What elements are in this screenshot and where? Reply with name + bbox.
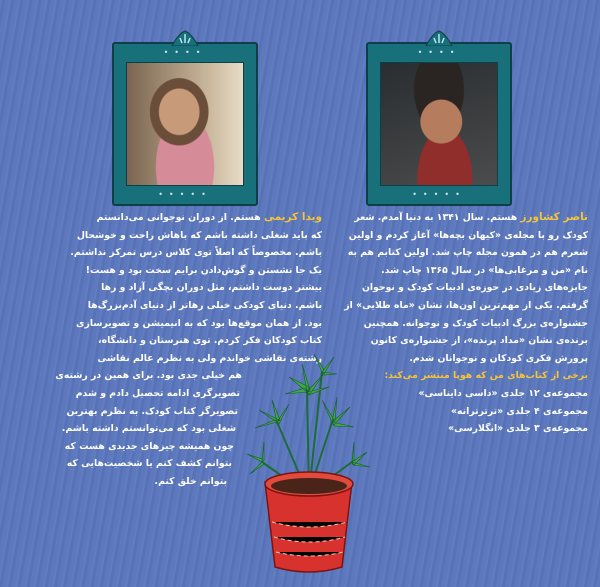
illustrator-photo <box>126 62 244 186</box>
bio-line: چون همیشه چیزهای جدیدی هست که <box>64 440 234 452</box>
author-photo <box>380 62 498 186</box>
bio-line: هم خیلی جدی بود. برای همین در رشته‌ی <box>55 370 242 382</box>
books-heading: برخی از کتاب‌های من که هوپا منتشر می‌کند: <box>384 370 588 382</box>
bio-line: باشم. دنیای کودکی خیلی رهاتر از دنیای آدم‌بزرگ‌ها <box>87 299 322 311</box>
bio-line: شعرم هم در همون مجله چاپ شد. اولین کتابم هم به <box>347 247 588 259</box>
bio-line: بیشتر دوست داشتم، مثل دوران بچگی آزاد و رها <box>101 282 322 294</box>
bio-line: تصویرگر کتاب کودک. به نظرم بهترین <box>66 405 238 417</box>
bio-line: رشته‌ی نقاشی خواندم ولی به نظرم عالم نقاشی <box>97 352 322 364</box>
frame-ornament-icon <box>424 30 454 46</box>
bio-line: که باید شغلی داشته باشم که باهاش راحت و خوشحال <box>76 229 322 241</box>
book-item: مجموعه‌ی ۳ جلدی «انگلارسی» <box>448 423 588 435</box>
potted-plant-illustration <box>247 352 377 577</box>
book-item: مجموعه‌ی ۱۲ جلدی «داسی دایناسی» <box>418 387 588 399</box>
bio-line: شغلی بود که می‌توانستم داشته باشم. <box>61 423 236 435</box>
illustrator-photo-frame <box>112 42 258 206</box>
frame-dots: •••• <box>417 48 461 57</box>
frame-ornament-icon <box>170 30 200 46</box>
bio-line: کودک رو با مجله‌ی «کیهان بچه‌ها» آغاز کردم و اولین <box>348 229 588 241</box>
bio-line: بود. از همان موقع‌ها بود که به انیمیشن و تصویرسازی <box>76 317 322 329</box>
bio-line: بتوانم کشف کنم یا شخصیت‌هایی که <box>66 458 232 470</box>
frame-dots: ••••• <box>158 190 212 199</box>
bio-line: گرفتم. یکی از مهم‌ترین اون‌ها، نشان «ماه طلایی» از <box>344 299 588 311</box>
bio-line: نام «من و مرغابی‌ها» در سال ۱۳۶۵ چاپ شد. <box>381 264 588 276</box>
bio-line: جایزه‌های زیادی در حوزه‌ی ادبیات کودک و نوجوان <box>361 282 588 294</box>
bio-line: یک جا نشستن و گوش‌دادن برایم سخت بود و هست! <box>85 264 322 276</box>
author-photo-frame <box>366 42 512 206</box>
bio-line: برنده‌ی نشان «مداد پرنده»، از جشنواره‌ی کانون <box>370 335 588 347</box>
frame-dots: •••• <box>163 48 207 57</box>
bio-line: باشم. مخصوصاً که اصلاً توی کلاس درس تمرکز نداشتم. <box>70 247 322 259</box>
book-item: مجموعه‌ی ۴ جلدی «ترترترانه» <box>451 405 588 417</box>
bio-line: کتاب کودکان فکر کردم. توی هنرستان و دانشگاه، <box>98 335 322 347</box>
author-name: ناصر کشاورز <box>520 211 588 223</box>
frame-dots: ••••• <box>412 190 466 199</box>
bio-line: پرورش فکری کودکان و نوجوانان شدم. <box>409 352 588 364</box>
bio-line: هستم. از دوران نوجوانی می‌دانستم <box>96 212 264 223</box>
bio-line: تصویرگری ادامه تحصیل دادم و شدم <box>75 387 240 399</box>
bio-line: هستم. سال ۱۳۴۱ به دنیا آمدم. شعر <box>354 212 521 223</box>
illustrator-name: ویدا کریمی <box>263 211 322 223</box>
bio-line: بتوانم خلق کنم. <box>154 475 227 487</box>
bio-line: جشنواره‌ی بزرگ ادبیات کودک و نوجوانه. همچنین <box>363 317 588 329</box>
